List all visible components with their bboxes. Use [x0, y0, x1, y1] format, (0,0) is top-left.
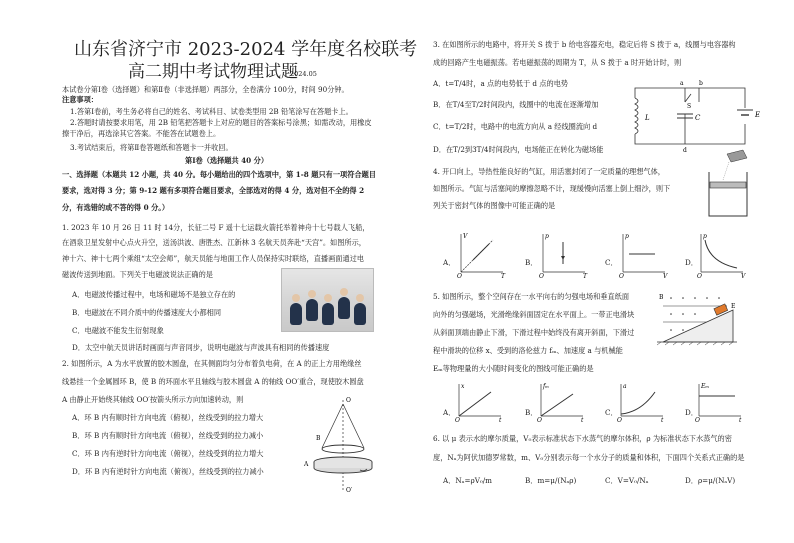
- q6-line2: 度，Nₐ为阿伏加德罗常数，m、V₀分别表示每一个水分子的质量和体积，下面四个关系式正确的是: [433, 453, 745, 462]
- fig-b-label: B: [316, 435, 321, 442]
- q6-option-a: A．Nₐ=ρV₀/m: [443, 476, 492, 485]
- axis-t: t: [661, 417, 664, 424]
- axis-o: O: [537, 417, 542, 424]
- q4-option-c: C．: [605, 258, 618, 267]
- axis-v: V: [663, 273, 668, 280]
- axis-a: a: [623, 383, 627, 390]
- q4-line1: 4. 开口向上，导热性能良好的气缸，用活塞封闭了一定质量的理想气体，: [433, 167, 665, 176]
- axis-em: Eₘ: [701, 383, 710, 390]
- q3-option-c: C．t=T/2时，电路中的电流方向从 a 经线圈流向 d: [433, 122, 598, 131]
- q4-option-d: D．: [685, 258, 698, 267]
- q5-line5: Eₘ等物理量的大小随时间变化的图线可能正确的是: [433, 364, 594, 373]
- axis-v: V: [741, 273, 746, 280]
- q6-line1: 6. 以 μ 表示水的摩尔质量，V₀表示标准状态下水蒸气的摩尔体积，ρ 为标准状态下水蒸气的密: [433, 434, 732, 443]
- axis-t: t: [499, 417, 502, 424]
- axis-t: T: [501, 273, 506, 280]
- q6-option-b: B．m=μ/(Nₐρ): [525, 476, 577, 485]
- q1-option-c: C．电磁波不能发生衍射现象: [72, 326, 164, 335]
- fig-o2-label: O′: [346, 487, 353, 494]
- q5-graph-d: [695, 382, 745, 422]
- fig-c-label: C: [695, 114, 701, 122]
- q1-line2: 在酒泉卫星发射中心点火升空，送汤洪波、唐胜杰、江新林 3 名航天员奔赴“天宫”。如图所示，: [62, 238, 366, 247]
- axis-t: T: [583, 273, 588, 280]
- q5-line3: 从斜面顶端由静止下滑，下滑过程中始终没有离开斜面，下滑过: [433, 328, 635, 337]
- q5-line1: 5. 如图所示，整个空间存在一水平向右的匀强电场和垂直纸面: [433, 292, 630, 301]
- q2-option-c: C．环 B 内有逆时针方向电流（俯视），丝线受到的拉力增大: [72, 449, 264, 458]
- axis-o: O: [695, 417, 700, 424]
- notice-heading: 注意事项：: [62, 95, 98, 104]
- q1-line3: 神十六、神十七两个乘组“太空会师”，航天员能与地面工作人员保持实时联络，直播画面通过电: [62, 254, 365, 263]
- q3-option-a: A．t=T/4时，a 点的电势低于 d 点的电势: [433, 79, 569, 88]
- q5-line4: 程中滑块的位移 x、受到的洛伦兹力 fₘ、加速度 a 与机械能: [433, 346, 623, 355]
- q2-option-b: B．环 B 内有顺时针方向电流（俯视），丝线受到的拉力减小: [72, 431, 264, 440]
- fig-a-label: a: [680, 80, 684, 87]
- q2-option-d: D．环 B 内有逆时针方向电流（俯视），丝线受到的拉力减小: [72, 467, 264, 476]
- fig-a-label: A: [304, 461, 309, 468]
- q5-option-a: A．: [443, 408, 456, 417]
- q5-graph-b: [537, 382, 587, 422]
- fig-l-label: L: [645, 114, 650, 122]
- fig-o-label: O: [346, 397, 351, 404]
- axis-o: O: [457, 273, 462, 280]
- notice-1: 1.答第Ⅰ卷前，考生务必将自己的姓名、考试科目、试卷类型用 2B 铅笔涂写在答题卡上。: [70, 107, 353, 116]
- q1-option-d: D．太空中航天员讲话时画面与声音同步，说明电磁波与声波具有相同的传播速度: [72, 343, 330, 352]
- q5-graph-a: [455, 382, 505, 422]
- incline-figure: [657, 290, 737, 352]
- exam-title-line1: 山东省济宁市 2023-2024 学年度名校联考: [74, 39, 418, 60]
- axis-x: x: [461, 383, 465, 390]
- q1-option-a: A．电磁波传播过程中，电场和磁场不是独立存在的: [72, 290, 236, 299]
- q4-option-b: B．: [525, 258, 538, 267]
- q2-option-a: A．环 B 内有顺时针方向电流（俯视），丝线受到的拉力增大: [72, 413, 264, 422]
- astronauts-photo: [281, 268, 374, 332]
- axis-p: p: [545, 233, 549, 240]
- q3-option-d: D．在T/2到3T/4时间段内，电场能正在转化为磁场能: [433, 145, 604, 154]
- fig-b-label: B: [659, 294, 664, 301]
- disk-ring-figure: [300, 397, 390, 500]
- fig-s-label: S: [687, 103, 692, 110]
- q3-line2: 成的回路产生电磁振荡。若电磁振荡的周期为 T，从 S 拨于 a 时开始计时，则: [433, 58, 682, 67]
- cylinder-figure: [705, 150, 755, 220]
- q4-graph-c: [619, 232, 669, 278]
- notice-3: 3.考试结束后，将第Ⅱ卷答题纸和答题卡一并收回。: [70, 143, 233, 152]
- q5-line2: 向外的匀强磁场，光滑绝缘斜面固定在水平面上。一带正电滑块: [433, 310, 635, 319]
- q5-option-d: D．: [685, 408, 698, 417]
- q4-graph-a: [457, 232, 507, 278]
- q4-line3: 列关于密封气体的图像中可能正确的是: [433, 201, 556, 210]
- notice-2a: 2.答题时请按要求用笔，用 2B 铅笔把答题卡上对应的题目的答案标号涂黑；如需改动，用橡皮: [70, 118, 372, 127]
- q5-option-c: C．: [605, 408, 618, 417]
- q1-line4: 磁波传送到地面。下列关于电磁波说法正确的是: [62, 270, 213, 279]
- q3-line1: 3. 在如图所示的电路中，将开关 S 拨于 b 给电容器充电，稳定后将 S 拨于 a，线圈与电容器构: [433, 40, 736, 49]
- axis-o: O: [455, 417, 460, 424]
- axis-o: O: [617, 417, 622, 424]
- q6-option-d: D．ρ=μ/(NₐV): [685, 476, 736, 485]
- q1-option-b: B．电磁波在不同介质中的传播速度大小都相同: [72, 308, 222, 317]
- axis-p: p: [625, 233, 629, 240]
- q3-option-b: B．在T/4至T/2时间段内，线圈中的电流在逐渐增加: [433, 100, 599, 109]
- notice-2b: 擦干净后，再选涂其它答案。不能答在试题卷上。: [62, 129, 221, 138]
- q6-option-c: C．V=V₀/Nₐ: [605, 476, 649, 485]
- q4-line2: 如图所示。气缸与活塞间的摩擦忽略不计，现缓慢向活塞上倒上细沙，则下: [433, 184, 671, 193]
- exam-date: 2024.05: [290, 70, 317, 78]
- q4-option-a: A．: [443, 258, 456, 267]
- q5-option-b: B．: [525, 408, 538, 417]
- q2-line3: A 由静止开始绕其轴线 OO′按箭头所示方向加速转动，则: [62, 395, 244, 404]
- axis-o: O: [619, 273, 624, 280]
- axis-o: O: [697, 273, 702, 280]
- lc-circuit-figure: [625, 80, 765, 152]
- fig-e-label: E: [755, 111, 761, 119]
- q4-graph-d: [697, 232, 747, 278]
- axis-fm: fₘ: [543, 383, 549, 390]
- q5-graph-c: [617, 382, 667, 422]
- q2-line2: 线悬挂一个金属圆环 B，使 B 的环面水平且轴线与胶木圆盘 A 的轴线 OO′重合，现使胶木圆盘: [62, 377, 364, 386]
- fig-d-label: d: [683, 147, 687, 154]
- fig-e-label: E: [731, 303, 736, 310]
- section-inst-3: 分，有选错的或不答的得 0 分。）: [62, 203, 170, 212]
- section-inst-2: 要求，选对得 3 分；第 9-12 题有多项符合题目要求，全部选对的得 4 分，选对但不全的得 2: [62, 186, 365, 195]
- fig-b-label: b: [699, 80, 703, 87]
- section-heading: 第Ⅰ卷（选择题共 40 分）: [185, 156, 269, 165]
- axis-t: t: [739, 417, 742, 424]
- axis-t: t: [581, 417, 584, 424]
- intro-line: 本试卷分第Ⅰ卷（选择题）和第Ⅱ卷（非选择题）两部分，全卷满分 100分，时间 90分钟。: [62, 85, 349, 94]
- axis-v: V: [463, 233, 468, 240]
- q1-line1: 1. 2023 年 10 月 26 日 11 时 14分，长征二号 F 遥十七运载火箭托举着神舟十七号载人飞船，: [62, 223, 370, 232]
- section-inst-1: 一、选择题（本题共 12 小题，共 40 分。每小题给出的四个选项中，第 1-8 题只有一项符合题目: [62, 170, 376, 179]
- q2-line1: 2. 如图所示，A 为水平放置的胶木圆盘，在其侧面均匀分布着负电荷，在 A 的正上方用绝缘丝: [62, 359, 362, 368]
- q4-graph-b: [539, 232, 589, 278]
- axis-p: p: [703, 233, 707, 240]
- axis-o: O: [539, 273, 544, 280]
- exam-title-line2: 高二期中考试物理试题: [128, 62, 298, 82]
